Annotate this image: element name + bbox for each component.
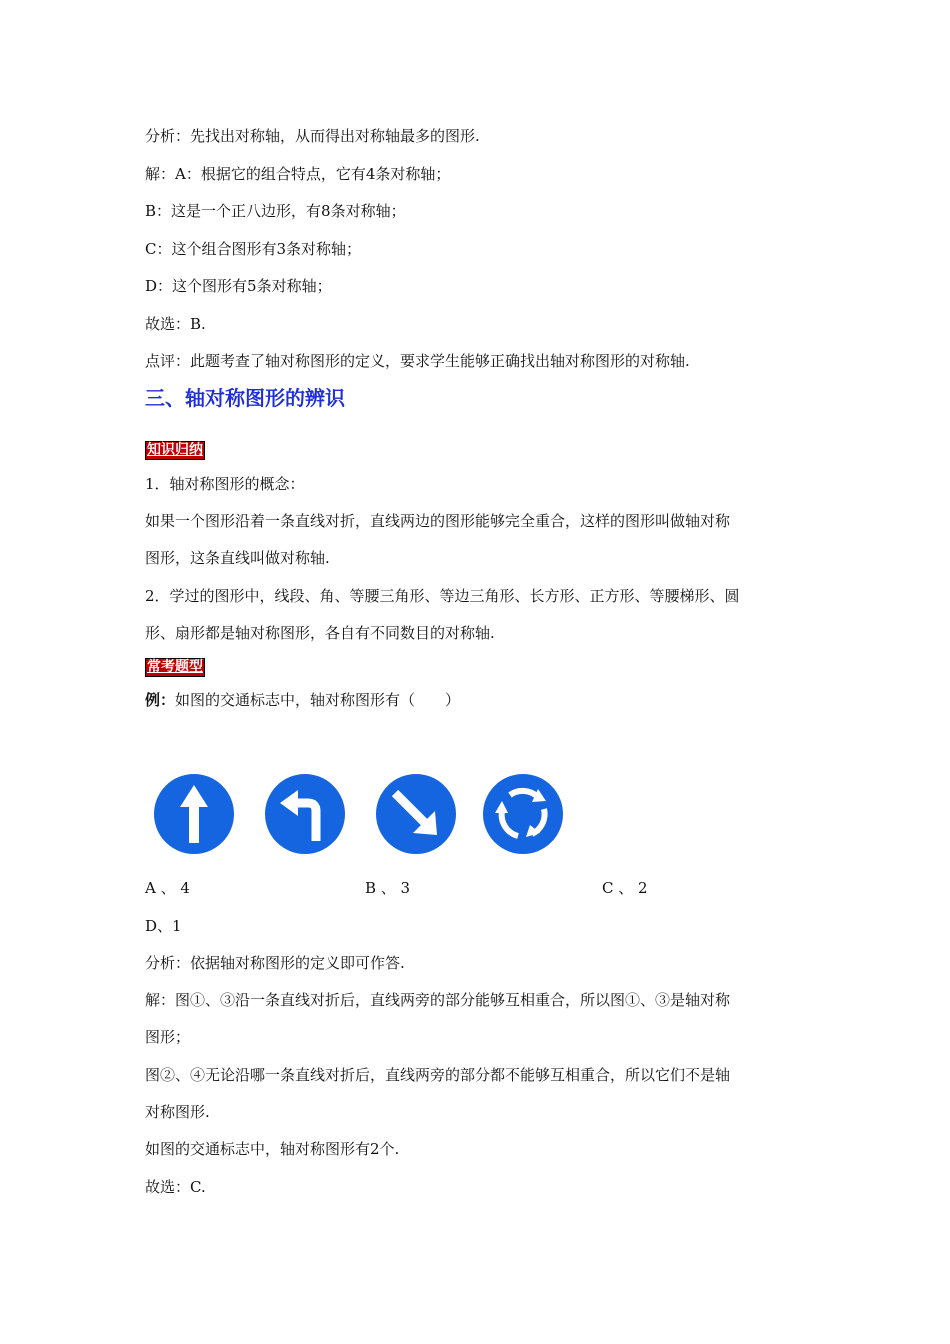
comment-text: 点评：此题考查了轴对称图形的定义，要求学生能够正确找出轴对称图形的对称轴. [145, 352, 690, 370]
solution-c-text: C：这个组合图形有3条对称轴； [145, 240, 362, 258]
example-answer: 故选：C. [145, 1178, 206, 1196]
knowledge-item2-line1: 2．学过的图形中，线段、角、等腰三角形、等边三角形、长方形、正方形、等腰梯形、圆 [145, 587, 740, 605]
turn-left-arrow-sign-icon [262, 771, 348, 857]
roundabout-sign-icon [480, 771, 566, 857]
solution-a-text: 解：A：根据它的组合特点，它有4条对称轴； [145, 165, 451, 183]
example-analysis: 分析：依据轴对称图形的定义即可作答. [145, 954, 405, 972]
example-solution-line1: 解：图①、③沿一条直线对折后，直线两旁的部分能够互相重合，所以图①、③是轴对称 [145, 991, 731, 1009]
example-solution-line2: 图形； [145, 1028, 191, 1046]
solution-d-text: D：这个图形有5条对称轴； [145, 277, 332, 295]
example-label: 例： [145, 691, 176, 709]
option-b: B 、 3 [365, 879, 411, 897]
knowledge-tag [145, 441, 205, 460]
knowledge-item1-line2: 图形，这条直线叫做对称轴. [145, 549, 330, 567]
example-question-text: 如图的交通标志中，轴对称图形有（ ） [175, 691, 461, 709]
knowledge-item1-line1: 如果一个图形沿着一条直线对折，直线两边的图形能够完全重合，这样的图形叫做轴对称 [145, 512, 731, 530]
analysis-text: 分析：先找出对称轴，从而得出对称轴最多的图形. [145, 127, 480, 145]
example-conclusion: 如图的交通标志中，轴对称图形有2个. [145, 1140, 400, 1158]
knowledge-item2-line2: 形、扇形都是轴对称图形，各自有不同数目的对称轴. [145, 624, 495, 642]
diagonal-arrow-sign-icon [373, 771, 459, 857]
section-title: 三、轴对称图形的辨识 [145, 386, 345, 410]
example-tag-label: 常考题型 [147, 659, 203, 675]
answer-text: 故选：B. [145, 315, 206, 333]
option-d: D、1 [145, 917, 182, 935]
example-solution-line4: 对称图形. [145, 1103, 210, 1121]
option-a: A 、 4 [145, 879, 190, 897]
example-question [145, 690, 460, 710]
knowledge-item1-title: 1．轴对称图形的概念： [145, 475, 305, 493]
example-solution-line3: 图②、④无论沿哪一条直线对折后，直线两旁的部分都不能够互相重合，所以它们不是轴 [145, 1066, 731, 1084]
solution-b-text: B：这是一个正八边形，有8条对称轴； [145, 202, 406, 220]
knowledge-tag-label: 知识归纳 [147, 442, 203, 458]
straight-arrow-sign-icon [151, 771, 237, 857]
option-c: C 、 2 [602, 879, 648, 897]
example-tag [145, 658, 205, 677]
